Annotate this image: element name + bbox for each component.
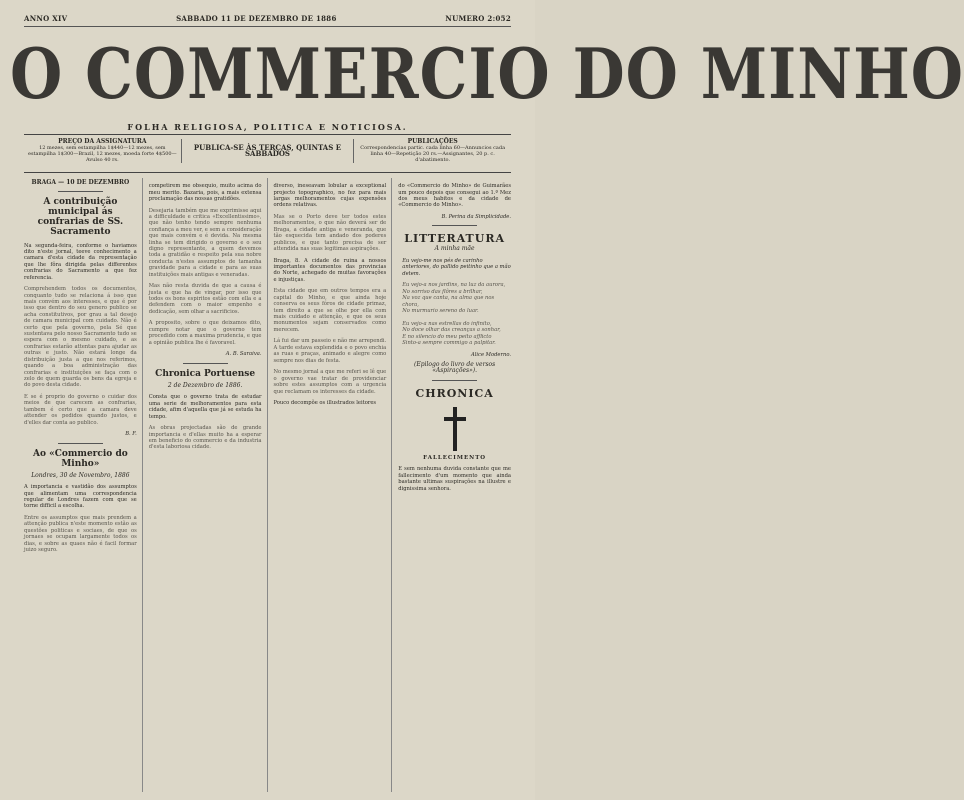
article-text: Pouco decompõe os illustrados leitores <box>273 400 377 407</box>
publication-days: PUBLICA-SE ÀS TERÇAS, QUINTAS E SABBADOS <box>181 139 355 163</box>
dateline: BRAGA — 10 DE DEZEMBRO <box>31 179 130 186</box>
article-text: competirem me obsequio, muito acima do meu merito. Bazaria, pois, a mais extensa proclamação das nossas gratidões. <box>148 183 262 202</box>
divider <box>183 363 228 364</box>
article-text-continued: Lá fui dar um passeio e não me arrependi. A tarde estava explendida e o povo enchia as ruas e praças, animado e alegre como sempre nos dias de festa. <box>273 338 387 364</box>
divider <box>58 443 103 444</box>
column-1 <box>24 178 143 792</box>
subscription-info <box>24 139 181 163</box>
article-text: Braga, 8. A cidade de ruina a nossos importantes documentos das provincias do Norte, achegado de muitas favorações e injustiças. <box>273 257 387 283</box>
poem-title: A minha mãe <box>434 245 475 253</box>
article-text: A importancia e vastidão dos assumptos que alimentam uma correspondencia regular de Londres fazem com que se torne difficil a escolha. <box>24 484 137 510</box>
section-headline: LITTERATURA <box>404 232 506 246</box>
publications-title: PUBLICAÇÕES <box>407 138 458 145</box>
info-strip <box>24 139 511 163</box>
article-text-continued: Esta cidade que em outros tempos era a capital do Minho, e que ainda hoje conserva os seus fóros de cidade primaz, tem direito a que se olhe por ella com mais cuidado e attenção, e que os seus monumentos sejam conservados como merecem. <box>273 288 387 333</box>
issue-number: NUMERO 2:052 <box>445 14 511 23</box>
article-signature: B. F. <box>125 431 137 438</box>
article-headline: Chronica Portuense <box>155 368 256 379</box>
article-signature: B. Perina da Simplicidade. <box>441 214 511 220</box>
article-text-continued: Mas não resta duvida de que a causa é justa e que ha de vingar, por isso que todos os bons espiritos estão com ella e a defendem com o maior empenho e dedicação, sem olhar a sacrificios. <box>148 283 262 315</box>
header-bar <box>24 14 511 27</box>
article-text-continued: Desejaria também que me exprimisse aqui a difficuldade e critica «Excellentissimo», que não tenho tendo sempre nenhuma confiança a meu ver, e sem a consideração que mais convém e é devida. Na mesma linha se tem dirigido o governo e o seu digno representante, a quem devemos toda a gratidão e respeito pela sua nobre conducta n'estes assumptos de tamanha gravidade para a cidade e para as suas instituições mais antigas e veneradas. <box>148 207 262 278</box>
article-headline: Ao «Commercio do Minho» <box>32 448 128 469</box>
article-text-continued: Comprehendem todos os documentos, conquanto tudo se relaciona á isso que mais convém aos interesses, e que é por isso que dentro do seu genero publico se acha constitutivos, por grau a tal desejo de camara municipal com cuidado. Não é certo que pela governo, pela Sé que sustentava pelo nosso Sacramento tudo se espera com o mesmo cuidado, e as confrarias estarão attentas para ajudar as outras e justo. Não estará longe da distribuição justa a que nos referimos, quando a boa administração das confrarias e instituições se faça com o zelo de quem guarda os bens da egreja e do povo desta cidade. <box>24 286 137 389</box>
article-text: Na segunda-feira, conforme o haviamos dito n'este jornal, teeve conhecimento a camara d'esta cidade da representação que lhe fôra dirigida pelas differentes confrarias do Sacramento a que fez referencia. <box>24 242 137 281</box>
divider <box>24 172 511 173</box>
section-headline: CHRONICA <box>415 386 494 400</box>
article-text: E sem nenhuma duvida constante que me fallecimento d'um momento que ainda bastante ultimas suspirações na illustre e dignissima senhora. <box>398 466 511 492</box>
article-text-continued: Mas se o Porto deve ter todos estes melhoramentos, o que não deverá ser de Braga, a cidade antiga e veneranda, que tão esquecida tem andado dos poderes publicos, e que tanto precisa de ser attendida nas suas legitimas aspirações. <box>273 214 387 253</box>
article-text: diverso, ineseavam lobular a exceptional projecto topographico, no fez para mais largas melhoramentos cujas expensões ordens relativas. <box>273 183 387 209</box>
article-text: Consta que o governo trata de estudar uma serie de melhoramentos para esta cidade, afim d'aquella que já se estuda ha tempo. <box>148 394 262 420</box>
column-4 <box>398 178 511 792</box>
issue-date: SABBADO 11 DE DEZEMBRO DE 1886 <box>176 14 337 23</box>
article-text-continued: No mesmo jornal a que me referi se lê que o governo vae tratar de providenciar sobre estes assumptos com a urgencia que reclamam os interesses da cidade. <box>273 369 387 395</box>
publications-text: Correspondencias partic. cada linha 60—Annuncios cada linha 40—Repetição 20 rs.—Assignantes, 20 p. c. d'abatimento. <box>360 145 506 163</box>
article-text-continued: E se é proprio do governo o cuidar dos meios de que carecem as confrarias, tambem é certo que a camara deve attender os pedidos quando justos, e d'elles dar conta ao publico. <box>24 393 137 426</box>
cross-icon <box>440 407 470 451</box>
article-dateline: 2 de Dezembro de 1886. <box>167 381 243 389</box>
article-text-continued: Entre os assumptos que mais prendem a attenção publica n'este momento estão as questões politicas e sociaes, de que os jornaes se ocupam largamente todos os dias, e sobre as quaes não é facil formar juizo seguro. <box>24 514 137 553</box>
article-text-continued: A proposito, sobre o que deixamos dito, cumpre notar que o governo tem procedido com a maxima prudencia, e que a opinião publica lhe é favoravel. <box>148 320 262 346</box>
divider <box>58 191 103 192</box>
article-text: do «Commercio do Minho» de Guimarães um pouco depois que consegui ao 1.º Mez dos meus habitos e da cidade de «Commercio do Minho». <box>398 183 511 209</box>
subscription-text: 12 mezes, sem estampilha 1$440—12 mezes, sem estampilha 1$300—Brazil, 12 mezes, moeda forte 4$500—Avulso 40 rs. <box>28 145 177 163</box>
divider <box>432 380 477 381</box>
masthead-title: O COMMERCIO DO MINHO <box>10 34 964 116</box>
poem-text: Eu vejo-me nos pés de carinho anteriores, do pallido peitinho que a mão detem. <box>402 258 511 277</box>
divider <box>24 134 511 135</box>
issue-year: ANNO XIV <box>24 14 68 23</box>
masthead-subtitle: FOLHA RELIGIOSA, POLITICA E NOTICIOSA. <box>127 122 408 132</box>
poem-text-continued: Eu vejo-a nos jardins, na luz da aurora, No sorriso das flôres a brilhar, Na voz que canta, na alma que nos chora, No murmurio sereno do luar. Eu vejo-a nas estrellas do infinito, No doce olhar das creanças a sonhar, E no silencio do meu peito afflicto Sinto-a sempre commigo a palpitar. <box>402 282 506 347</box>
article-headline: A contribuição municipal ás confrarias de SS. Sacramento <box>37 197 124 238</box>
obituary-heading: FALLECIMENTO <box>423 454 487 461</box>
publications-info <box>354 139 511 163</box>
column-2 <box>149 178 268 792</box>
divider <box>432 225 477 226</box>
article-dateline: Londres, 30 de Novembro, 1886 <box>31 471 130 479</box>
poem-author: Alice Moderno. <box>470 351 511 358</box>
article-signature: A. B. Saraiva. <box>225 351 262 358</box>
article-columns <box>24 178 511 792</box>
column-3 <box>274 178 393 792</box>
article-text-continued: As obras projectadas são de grande importancia e d'ellas muito ha a esperar em beneficio do commercio e da industria d'esta laboriosa cidade. <box>148 425 262 451</box>
poem-note: (Epilogo do livro de versos «Aspirações»). <box>414 361 496 375</box>
subscription-title: PREÇO DA ASSIGNATURA <box>58 138 147 145</box>
